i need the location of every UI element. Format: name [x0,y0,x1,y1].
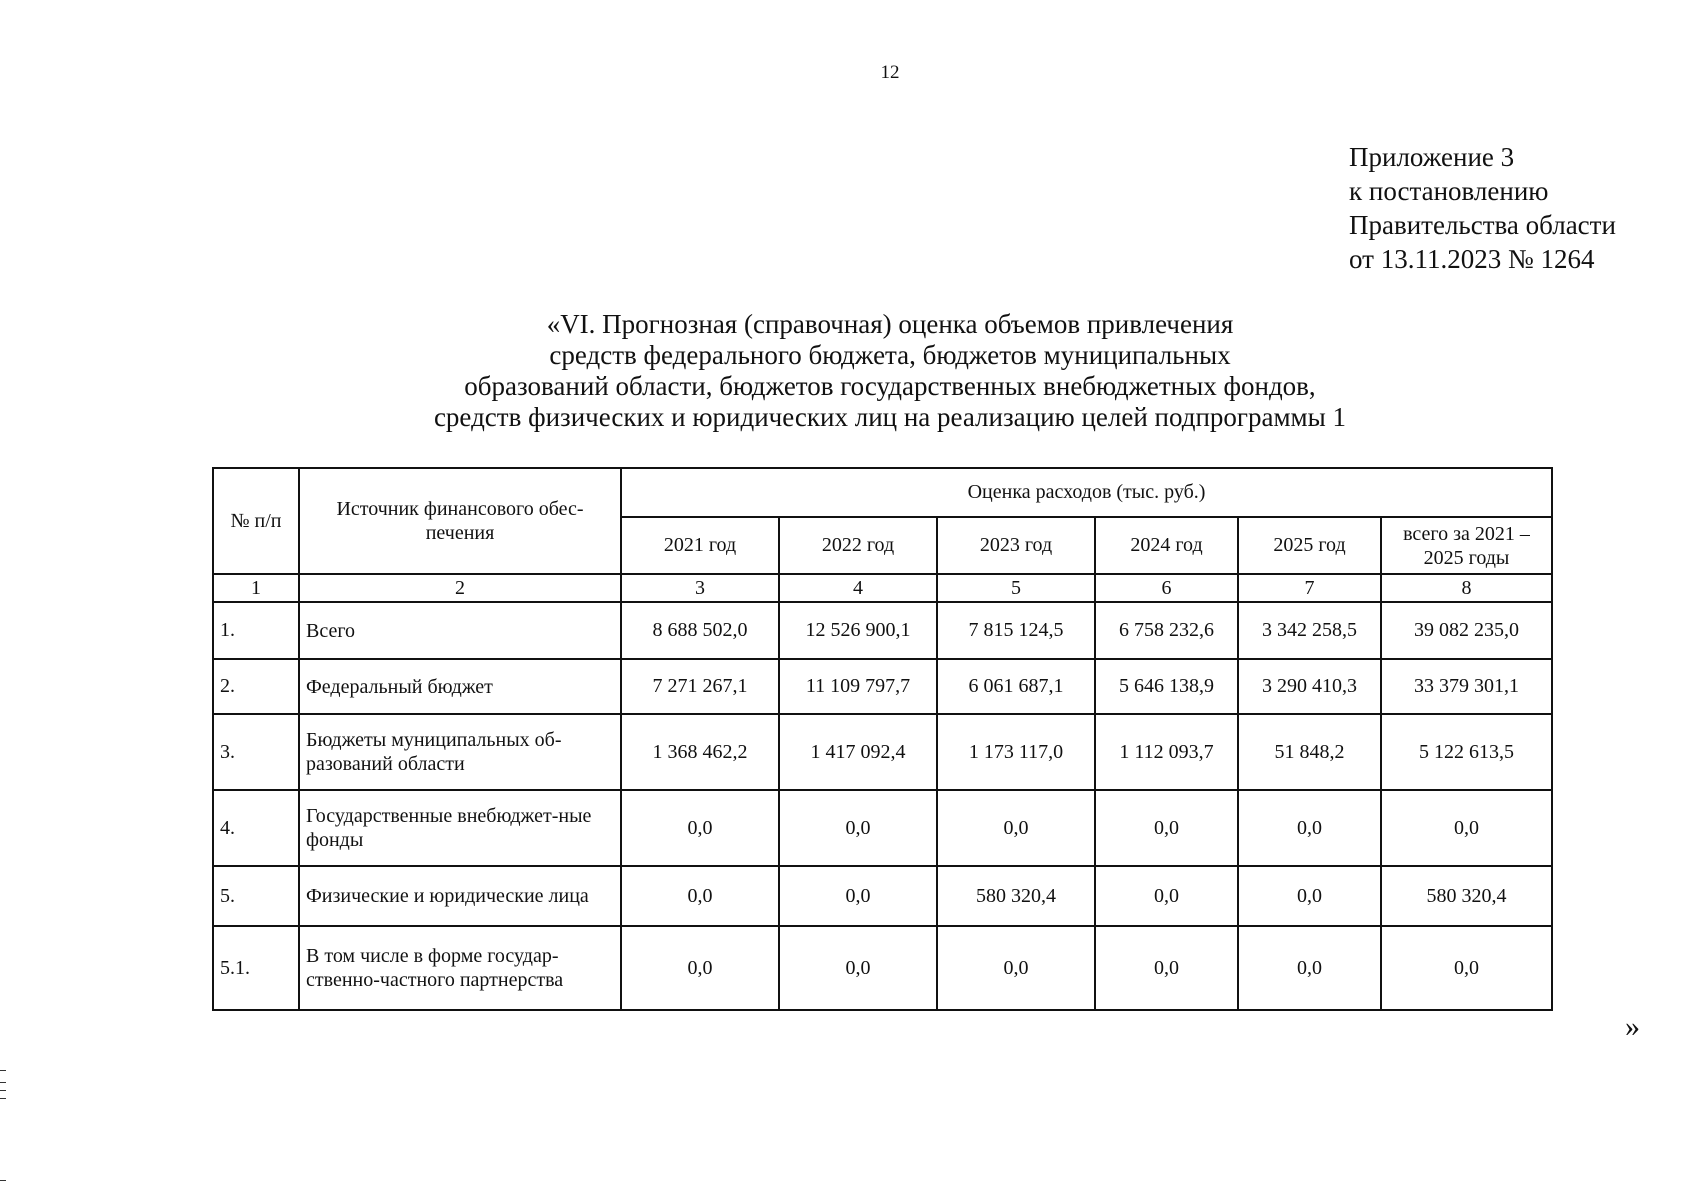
index-cell: 4 [779,574,937,602]
value-cell: 0,0 [1095,790,1238,866]
index-row [213,574,1552,602]
closing-quote: » [1625,1010,1640,1043]
header-source: Источник финансового обес-печения [299,468,621,574]
header-estimate: Оценка расходов (тыс. руб.) [621,468,1552,517]
section-heading [300,309,1480,433]
table-row [213,866,1552,926]
appendix-line: от 13.11.2023 № 1264 [1349,244,1595,274]
value-cell: 0,0 [1381,790,1552,866]
row-number: 4. [213,790,299,866]
value-cell: 6 758 232,6 [1095,602,1238,659]
row-source: В том числе в форме государ-ственно-частного партнерства [299,926,621,1010]
value-cell: 11 109 797,7 [779,659,937,714]
value-cell: 1 112 093,7 [1095,714,1238,790]
appendix-block [1349,140,1616,276]
value-cell: 0,0 [937,790,1095,866]
header-total: всего за 2021 – 2025 годы [1381,517,1552,574]
financing-table [212,467,1553,1011]
index-cell: 7 [1238,574,1381,602]
appendix-line: Приложение 3 [1349,142,1515,172]
row-number: 5.1. [213,926,299,1010]
value-cell: 0,0 [1095,926,1238,1010]
value-cell: 1 173 117,0 [937,714,1095,790]
scan-edge-mark [0,1090,6,1091]
index-cell: 5 [937,574,1095,602]
row-source: Физические и юридические лица [299,866,621,926]
header-year: 2022 год [779,517,937,574]
scan-edge-mark [0,1180,6,1181]
heading-line: средств физических и юридических лиц на реализацию целей подпрограммы 1 [433,402,1347,432]
table-row [213,602,1552,659]
table-row [213,714,1552,790]
scan-edge-mark [0,1070,6,1071]
header-year: 2021 год [621,517,779,574]
page-number: 12 [880,62,900,83]
value-cell: 0,0 [937,926,1095,1010]
index-cell: 8 [1381,574,1552,602]
value-cell: 5 646 138,9 [1095,659,1238,714]
value-cell: 580 320,4 [937,866,1095,926]
index-cell: 3 [621,574,779,602]
value-cell: 5 122 613,5 [1381,714,1552,790]
value-cell: 0,0 [1238,926,1381,1010]
value-cell: 0,0 [1238,790,1381,866]
index-cell: 1 [213,574,299,602]
header-number: № п/п [213,468,299,574]
value-cell: 7 271 267,1 [621,659,779,714]
value-cell: 0,0 [779,790,937,866]
heading-line: «VI. Прогнозная (справочная) оценка объемов привлечения [546,309,1234,339]
value-cell: 33 379 301,1 [1381,659,1552,714]
heading-line: средств федерального бюджета, бюджетов муниципальных [549,340,1231,370]
value-cell: 7 815 124,5 [937,602,1095,659]
header-year: 2024 год [1095,517,1238,574]
row-number: 5. [213,866,299,926]
value-cell: 1 417 092,4 [779,714,937,790]
appendix-line: к постановлению [1349,176,1549,206]
scan-edge-mark [0,1082,6,1083]
heading-line: образований области, бюджетов государственных внебюджетных фондов, [464,371,1316,401]
value-cell: 1 368 462,2 [621,714,779,790]
row-source: Государственные внебюджет-ные фонды [299,790,621,866]
index-cell: 6 [1095,574,1238,602]
value-cell: 6 061 687,1 [937,659,1095,714]
appendix-line: Правительства области [1349,210,1616,240]
index-cell: 2 [299,574,621,602]
value-cell: 580 320,4 [1381,866,1552,926]
value-cell: 51 848,2 [1238,714,1381,790]
value-cell: 0,0 [779,926,937,1010]
value-cell: 0,0 [1381,926,1552,1010]
row-number: 2. [213,659,299,714]
scan-edge-mark [0,1098,6,1099]
row-number: 3. [213,714,299,790]
value-cell: 3 342 258,5 [1238,602,1381,659]
row-source: Федеральный бюджет [299,659,621,714]
value-cell: 3 290 410,3 [1238,659,1381,714]
header-year: 2025 год [1238,517,1381,574]
value-cell: 39 082 235,0 [1381,602,1552,659]
row-number: 1. [213,602,299,659]
value-cell: 8 688 502,0 [621,602,779,659]
value-cell: 0,0 [1095,866,1238,926]
table-row [213,926,1552,1010]
header-year: 2023 год [937,517,1095,574]
value-cell: 12 526 900,1 [779,602,937,659]
value-cell: 0,0 [621,866,779,926]
table-row [213,790,1552,866]
value-cell: 0,0 [621,790,779,866]
row-source: Всего [299,602,621,659]
table-row [213,659,1552,714]
row-source: Бюджеты муниципальных об-разований области [299,714,621,790]
value-cell: 0,0 [621,926,779,1010]
value-cell: 0,0 [779,866,937,926]
value-cell: 0,0 [1238,866,1381,926]
